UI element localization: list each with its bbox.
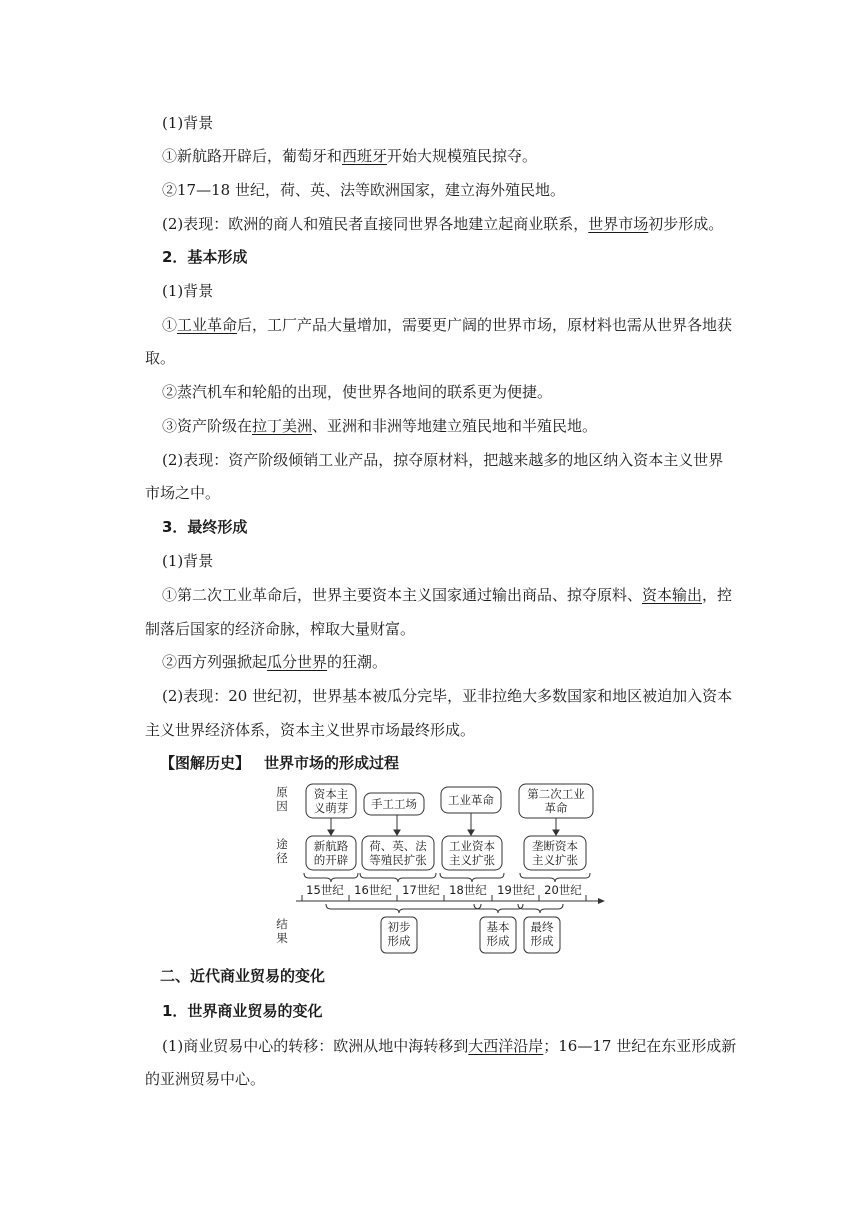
svg-text:新航路: 新航路 bbox=[313, 839, 349, 853]
paragraph: (1)背景 bbox=[162, 552, 214, 570]
cause-box-handicraft-workshop bbox=[364, 793, 424, 815]
paragraph: (1)商业贸易中心的转移：欧洲从地中海转移到大西洋沿岸；16—17 世纪在东亚形成新 bbox=[162, 1037, 737, 1055]
svg-text:的开辟: 的开辟 bbox=[313, 853, 349, 867]
paragraph: 市场之中。 bbox=[145, 484, 221, 502]
section-heading: 3．最终形成 bbox=[162, 518, 248, 536]
svg-text:革命: 革命 bbox=[544, 801, 568, 815]
result-box-final bbox=[524, 917, 560, 953]
lower-braces bbox=[326, 904, 563, 913]
way-box-new-routes bbox=[306, 836, 356, 870]
svg-text:工业革命: 工业革命 bbox=[448, 793, 494, 807]
section-heading: 二、近代商业贸易的变化 bbox=[160, 967, 326, 985]
paragraph: ②蒸汽机车和轮船的出现，使世界各地间的联系更为便捷。 bbox=[162, 383, 553, 401]
cause-box-industrial-revolution bbox=[441, 787, 501, 813]
paragraph: (2)表现：资产阶级倾销工业产品，掠夺原材料，把越来越多的地区纳入资本主义世界 bbox=[162, 451, 724, 469]
underlined-term: 资本输出 bbox=[642, 586, 703, 604]
paragraph: 的亚洲贸易中心。 bbox=[145, 1070, 266, 1088]
svg-text:义萌芽: 义萌芽 bbox=[313, 801, 349, 815]
paragraph: 主义世界经济体系，资本主义世界市场最终形成。 bbox=[145, 721, 476, 739]
way-box-industrial-capitalism bbox=[442, 836, 502, 870]
diagram-title: 【图解历史】 世界市场的形成过程 bbox=[160, 754, 400, 772]
svg-text:等殖民扩张: 等殖民扩张 bbox=[369, 853, 427, 867]
row-label-yuanyin: 因 bbox=[276, 799, 288, 813]
paragraph: ②西方列强掀起瓜分世界的狂潮。 bbox=[162, 653, 388, 671]
world-market-diagram bbox=[268, 780, 608, 958]
row-label-tujing: 径 bbox=[276, 851, 288, 865]
svg-text:第二次工业: 第二次工业 bbox=[527, 787, 585, 801]
svg-text:荷、英、法: 荷、英、法 bbox=[369, 839, 427, 853]
paragraph: (1)背景 bbox=[162, 282, 214, 300]
paragraph: (2)表现：欧洲的商人和殖民者直接同世界各地建立起商业联系，世界市场初步形成。 bbox=[162, 215, 724, 233]
paragraph: ③资产阶级在拉丁美洲、亚洲和非洲等地建立殖民地和半殖民地。 bbox=[162, 417, 598, 435]
svg-text:主义扩张: 主义扩张 bbox=[449, 853, 495, 867]
svg-text:最终: 最终 bbox=[530, 920, 554, 934]
row-label-jieguo: 结 bbox=[276, 917, 288, 931]
underlined-term: 大西洋沿岸 bbox=[468, 1037, 544, 1055]
paragraph: (2)表现：20 世纪初，世界基本被瓜分完毕，亚非拉绝大多数国家和地区被迫加入资本 bbox=[162, 687, 733, 705]
paragraph: 制落后国家的经济命脉，榨取大量财富。 bbox=[145, 620, 416, 638]
svg-text:形成: 形成 bbox=[530, 934, 554, 948]
century-label: 20世纪 bbox=[544, 883, 582, 897]
century-label: 16世纪 bbox=[354, 883, 392, 897]
svg-text:形成: 形成 bbox=[387, 934, 411, 948]
paragraph: ②17—18 世纪，荷、英、法等欧洲国家，建立海外殖民地。 bbox=[162, 181, 565, 199]
underlined-term: 工业革命 bbox=[177, 316, 238, 334]
century-label: 15世纪 bbox=[306, 883, 344, 897]
century-labels bbox=[306, 883, 582, 897]
underlined-term: 西班牙 bbox=[342, 147, 388, 165]
paragraph: ①新航路开辟后，葡萄牙和西班牙开始大规模殖民掠夺。 bbox=[162, 147, 538, 165]
timeline-arrow bbox=[598, 898, 605, 904]
upper-braces bbox=[304, 873, 590, 882]
cause-box-capitalism-sprout bbox=[306, 784, 356, 818]
svg-text:基本: 基本 bbox=[486, 920, 510, 934]
section-heading: 1．世界商业贸易的变化 bbox=[162, 1002, 323, 1020]
result-box-basic bbox=[480, 917, 516, 953]
century-label: 18世纪 bbox=[449, 883, 487, 897]
svg-text:主义扩张: 主义扩张 bbox=[532, 853, 578, 867]
underlined-term: 拉丁美洲 bbox=[252, 417, 313, 435]
section-heading: 2．基本形成 bbox=[162, 248, 248, 266]
svg-text:手工工场: 手工工场 bbox=[371, 797, 417, 811]
row-label-yuanyin: 原 bbox=[276, 785, 288, 799]
svg-text:工业资本: 工业资本 bbox=[449, 839, 495, 853]
row-label-tujing: 途 bbox=[276, 837, 288, 851]
paragraph: 取。 bbox=[145, 349, 176, 367]
paragraph: ①工业革命后，工厂产品大量增加，需要更广阔的世界市场，原材料也需从世界各地获 bbox=[162, 316, 733, 334]
way-box-monopoly-capitalism bbox=[524, 836, 586, 870]
underlined-term: 世界市场 bbox=[588, 215, 649, 233]
result-box-initial bbox=[381, 917, 417, 953]
century-label: 19世纪 bbox=[497, 883, 535, 897]
cause-box-second-industrial-revolution bbox=[519, 784, 593, 818]
svg-text:垄断资本: 垄断资本 bbox=[532, 839, 578, 853]
century-label: 17世纪 bbox=[402, 883, 440, 897]
svg-text:资本主: 资本主 bbox=[313, 787, 349, 801]
paragraph: ①第二次工业革命后，世界主要资本主义国家通过输出商品、掠夺原料、资本输出，控 bbox=[162, 586, 733, 604]
way-box-colonial-expansion bbox=[362, 836, 434, 870]
row-label-jieguo: 果 bbox=[276, 931, 288, 945]
paragraph: (1)背景 bbox=[162, 114, 214, 132]
svg-text:初步: 初步 bbox=[387, 920, 411, 934]
underlined-term: 瓜分世界 bbox=[267, 653, 328, 671]
svg-text:形成: 形成 bbox=[486, 934, 510, 948]
